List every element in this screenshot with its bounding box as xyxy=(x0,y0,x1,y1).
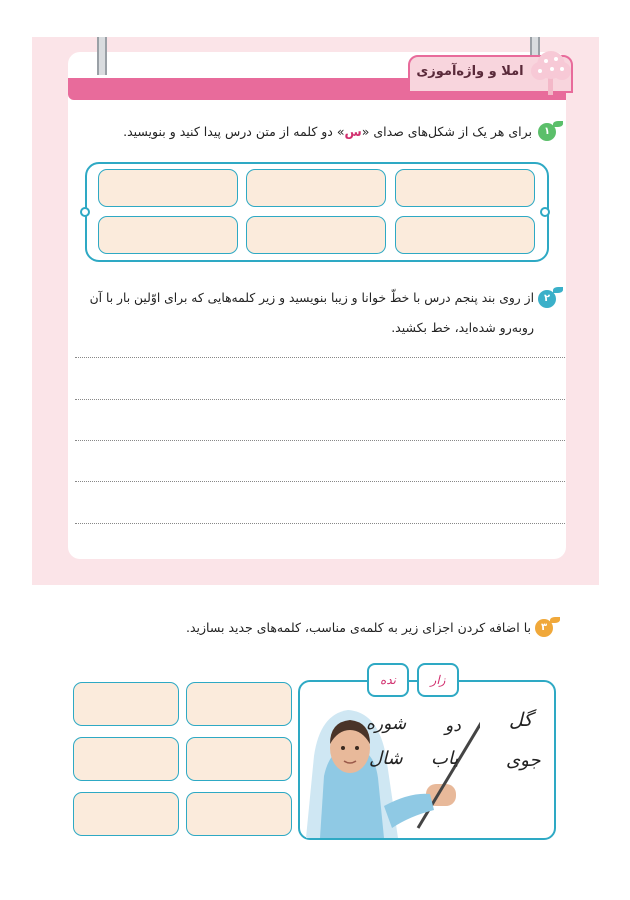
question-number-1: ۱ xyxy=(538,123,556,141)
question-number-3: ۳ xyxy=(535,619,553,637)
writing-line[interactable] xyxy=(75,440,565,441)
word-item: جوی xyxy=(506,750,541,771)
answer-box[interactable] xyxy=(186,792,292,836)
frame-knob-right xyxy=(540,207,550,217)
leaf-icon xyxy=(553,287,563,293)
writing-line[interactable] xyxy=(75,357,565,358)
question-number-2: ۲ xyxy=(538,290,556,308)
answer-box[interactable] xyxy=(395,216,535,254)
suffix-card: زار xyxy=(417,663,459,697)
question-2-line-2: روبه‌رو شده‌اید، خط بکشید. xyxy=(391,320,534,335)
answer-box[interactable] xyxy=(246,216,386,254)
answer-box[interactable] xyxy=(73,737,179,781)
answer-box[interactable] xyxy=(395,169,535,207)
word-item: گل xyxy=(509,709,533,731)
answer-box[interactable] xyxy=(98,169,238,207)
word-item: شوره xyxy=(366,714,407,734)
answer-box[interactable] xyxy=(73,792,179,836)
question-2-line-1: از روی بند پنجم درس با خطّ خوانا و زیبا بنویسید و زیر کلمه‌هایی که برای اوّلین بار با آن xyxy=(89,291,534,305)
writing-line[interactable] xyxy=(75,523,565,524)
suffix-card: نده xyxy=(367,663,409,697)
question-1-text: برای هر یک از شکل‌های صدای «س» دو کلمه از متن درس پیدا کنید و بنویسید. xyxy=(123,124,532,139)
tree-icon xyxy=(528,49,574,97)
answer-box[interactable] xyxy=(246,169,386,207)
writing-line[interactable] xyxy=(75,399,565,400)
writing-line[interactable] xyxy=(75,481,565,482)
binder-clip-left xyxy=(97,37,107,75)
question-3-text: با اضافه کردن اجزای زیر به کلمه‌ی مناسب، کلمه‌های جدید بسازید. xyxy=(185,620,531,635)
word-item: شال xyxy=(369,748,403,769)
section-title: املا و واژه‌آموزی xyxy=(416,64,524,79)
frame-knob-left xyxy=(80,207,90,217)
answer-box[interactable] xyxy=(186,682,292,726)
answer-box[interactable] xyxy=(186,737,292,781)
answer-box[interactable] xyxy=(98,216,238,254)
answer-box[interactable] xyxy=(73,682,179,726)
word-item: دو xyxy=(445,716,461,736)
word-item: یاب xyxy=(431,748,459,769)
